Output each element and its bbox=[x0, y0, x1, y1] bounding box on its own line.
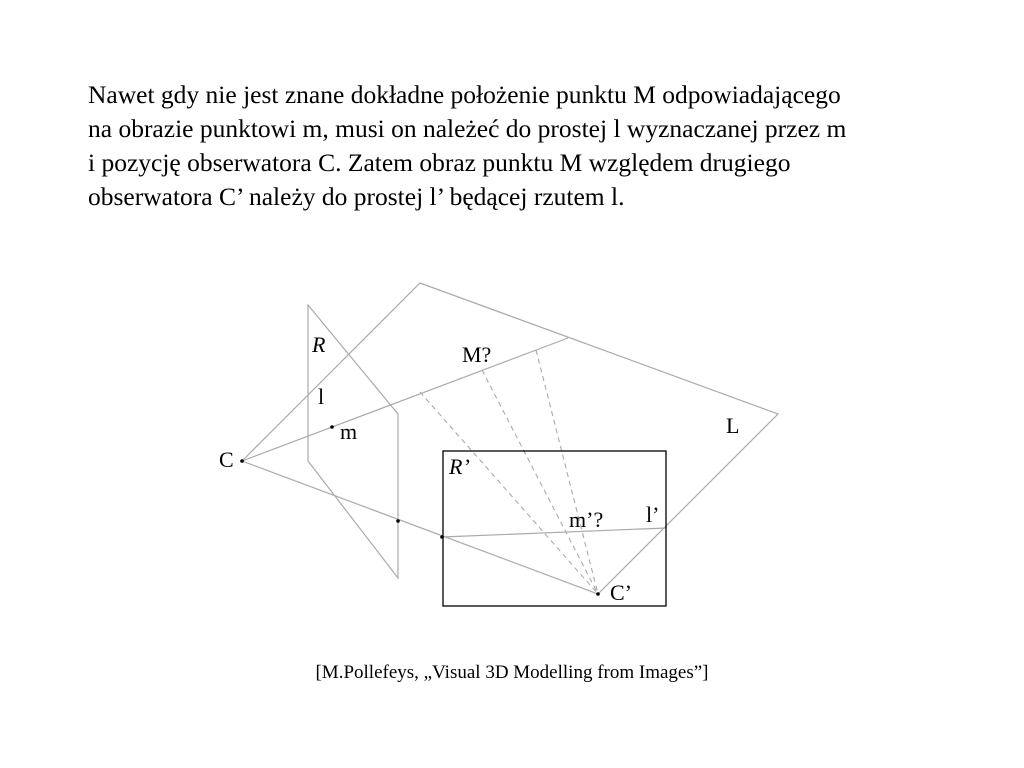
point-epipole-1 bbox=[396, 519, 400, 523]
point-C bbox=[240, 459, 244, 463]
label-M: M? bbox=[462, 342, 492, 367]
dashed-projection bbox=[536, 350, 598, 594]
label-C: C bbox=[219, 447, 234, 472]
label-C-prime: C’ bbox=[610, 580, 632, 605]
paragraph-line: na obrazie punktowi m, musi on należeć do prostej l wyznaczanej przez m bbox=[88, 114, 847, 143]
point-m bbox=[330, 425, 334, 429]
label-l: l bbox=[318, 384, 325, 409]
candidate-projections bbox=[420, 350, 598, 594]
epipolar-plane-L bbox=[242, 283, 778, 594]
label-l-prime: l’ bbox=[646, 502, 660, 527]
citation: [M.Pollefeys, „Visual 3D Modelling from Images”] bbox=[315, 662, 709, 683]
image-frame-R-prime bbox=[443, 451, 666, 606]
point-epipole-2 bbox=[440, 535, 444, 539]
paragraph-line: Nawet gdy nie jest znane dokładne położenie punktu M odpowiadającego bbox=[88, 80, 841, 109]
label-L: L bbox=[726, 413, 740, 438]
label-m-prime: m’? bbox=[569, 507, 604, 532]
point-C-prime bbox=[596, 592, 600, 596]
label-R: R bbox=[312, 332, 326, 357]
paragraph-line: i pozycję obserwatora C. Zatem obraz punktu M względem drugiego bbox=[88, 148, 791, 177]
paragraph-line: obserwatora C’ należy do prostej l’ będącej rzutem l. bbox=[88, 182, 625, 211]
label-R-prime: R’ bbox=[449, 454, 470, 479]
epipolar-line-l-prime bbox=[442, 528, 666, 537]
label-m: m bbox=[340, 419, 358, 444]
